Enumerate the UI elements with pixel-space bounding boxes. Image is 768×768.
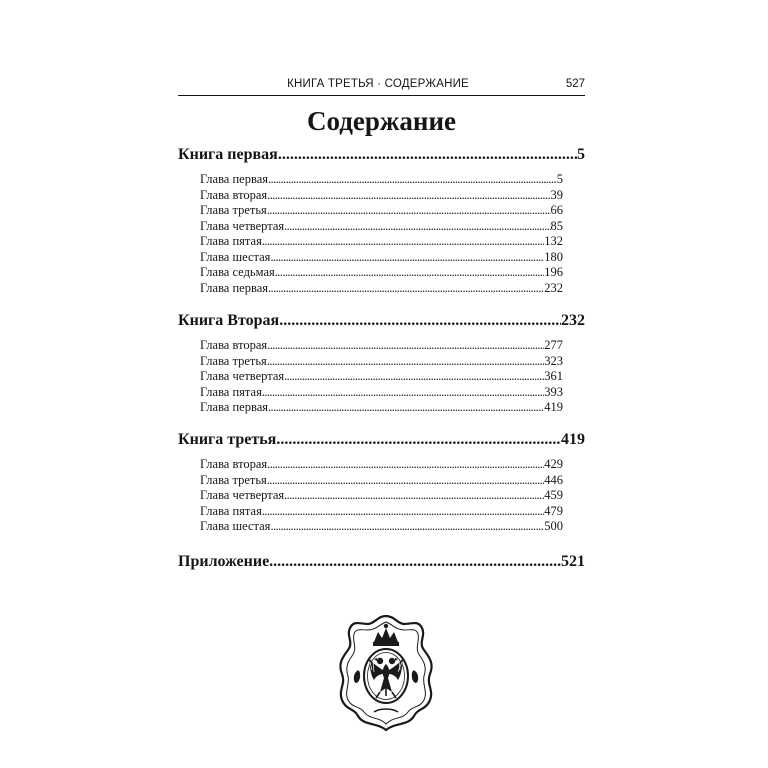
toc-book-entry[interactable]: [178, 431, 585, 451]
dot-leader: [267, 188, 550, 203]
toc-chapter-entry[interactable]: [200, 354, 563, 369]
toc-entry-label: Глава пятая: [200, 234, 262, 248]
toc-entry-label: Глава третья: [200, 203, 267, 217]
toc-entry-page: 39: [550, 187, 563, 202]
toc-chapter-entry[interactable]: [200, 488, 563, 503]
toc-entry-label: Книга третья: [178, 431, 277, 448]
dot-leader: [270, 519, 544, 534]
toc-entry-label: Глава пятая: [200, 384, 262, 399]
toc-entry-label: Глава третья: [200, 472, 267, 487]
toc-entry-label: Книга Вторая: [178, 312, 280, 329]
toc-book-entry[interactable]: [178, 312, 585, 332]
toc-entry-page: 5: [577, 146, 585, 163]
toc-chapter-entry[interactable]: [200, 385, 563, 400]
toc-entry-page: 232: [544, 280, 563, 295]
toc-entry-page: 361: [544, 369, 563, 383]
toc-appendix-entry[interactable]: [178, 553, 585, 573]
toc-chapter-entry[interactable]: [200, 281, 563, 296]
dot-leader: [267, 203, 551, 218]
running-head-title: КНИГА ТРЕТЬЯ · СОДЕРЖАНИЕ: [287, 78, 469, 90]
dot-leader: [269, 553, 561, 571]
toc-entry-page: 521: [561, 553, 585, 570]
toc-chapter-entry[interactable]: [200, 504, 563, 519]
dot-leader: [267, 457, 544, 472]
header-rule: [178, 95, 585, 96]
toc-entry-label: Глава первая: [200, 172, 269, 186]
dot-leader: [278, 146, 577, 164]
dot-leader: [275, 265, 545, 280]
toc-entry-label: Глава первая: [200, 280, 269, 295]
toc-chapter-entry[interactable]: [200, 203, 563, 218]
toc-entry-page: 5: [556, 172, 563, 186]
toc-entry-page: 196: [544, 265, 563, 279]
toc-chapter-entry[interactable]: [200, 473, 563, 488]
toc-entry-label: Глава шестая: [200, 249, 271, 264]
dot-leader: [268, 172, 557, 187]
toc-entry-label: Глава вторая: [200, 338, 268, 352]
dot-leader: [267, 354, 544, 369]
toc-entry-label: Глава шестая: [200, 519, 271, 533]
toc-entry-page: 85: [550, 218, 563, 233]
toc-entry-label: Приложение: [178, 553, 270, 570]
toc-entry-label: Глава четвертая: [200, 488, 285, 502]
toc-chapter-entry[interactable]: [200, 234, 563, 249]
toc-entry-label: Глава четвертая: [200, 218, 285, 233]
toc-entry-label: Книга первая: [178, 146, 278, 163]
toc-entry-page: 419: [544, 400, 563, 414]
dot-leader: [262, 385, 544, 400]
toc-entry-label: Глава первая: [200, 400, 269, 414]
dot-leader: [268, 400, 544, 415]
toc-chapter-entry[interactable]: [200, 400, 563, 415]
toc-entry-page: 132: [544, 234, 563, 248]
toc-chapter-entry[interactable]: [200, 457, 563, 472]
dot-leader: [284, 219, 550, 234]
double-headed-eagle-crest-icon: [334, 612, 438, 734]
dot-leader: [268, 281, 544, 296]
toc-chapter-entry[interactable]: [200, 188, 563, 203]
toc-chapter-entry[interactable]: [200, 369, 563, 384]
toc-chapter-entry[interactable]: [200, 265, 563, 280]
dot-leader: [262, 504, 544, 519]
toc-entry-page: 459: [544, 488, 563, 502]
dot-leader: [284, 488, 544, 503]
toc-entry-page: 232: [561, 312, 585, 329]
toc-entry-page: 479: [544, 503, 563, 518]
toc-entry-page: 446: [544, 472, 563, 487]
dot-leader: [276, 431, 561, 449]
dot-leader: [279, 312, 561, 330]
toc-entry-page: 277: [544, 338, 563, 352]
toc-chapter-entry[interactable]: [200, 219, 563, 234]
toc-title: Содержание: [306, 106, 457, 136]
toc-entry-label: Глава вторая: [200, 187, 268, 202]
dot-leader: [284, 369, 544, 384]
toc-entry-page: 66: [550, 203, 563, 217]
toc-entry-label: Глава вторая: [200, 457, 268, 471]
toc-entry-page: 500: [544, 519, 563, 533]
toc-entry-label: Глава третья: [200, 353, 267, 368]
running-head: [178, 78, 585, 94]
toc-entry-page: 180: [544, 249, 563, 264]
toc-entry-page: 419: [561, 431, 585, 448]
toc-entry-label: Глава седьмая: [200, 265, 275, 279]
page-number: 527: [565, 78, 585, 90]
dot-leader: [267, 338, 544, 353]
toc-chapter-entry[interactable]: [200, 338, 563, 353]
toc-chapter-entry[interactable]: [200, 172, 563, 187]
dot-leader: [270, 250, 544, 265]
toc-chapter-entry[interactable]: [200, 519, 563, 534]
toc-entry-page: 323: [544, 353, 563, 368]
toc-chapter-entry[interactable]: [200, 250, 563, 265]
toc-entry-label: Глава четвертая: [200, 369, 285, 383]
dot-leader: [262, 234, 544, 249]
dot-leader: [267, 473, 544, 488]
toc-book-entry[interactable]: [178, 146, 585, 166]
toc-entry-label: Глава пятая: [200, 503, 262, 518]
toc-entry-page: 393: [544, 384, 563, 399]
toc-entry-page: 429: [544, 457, 563, 471]
